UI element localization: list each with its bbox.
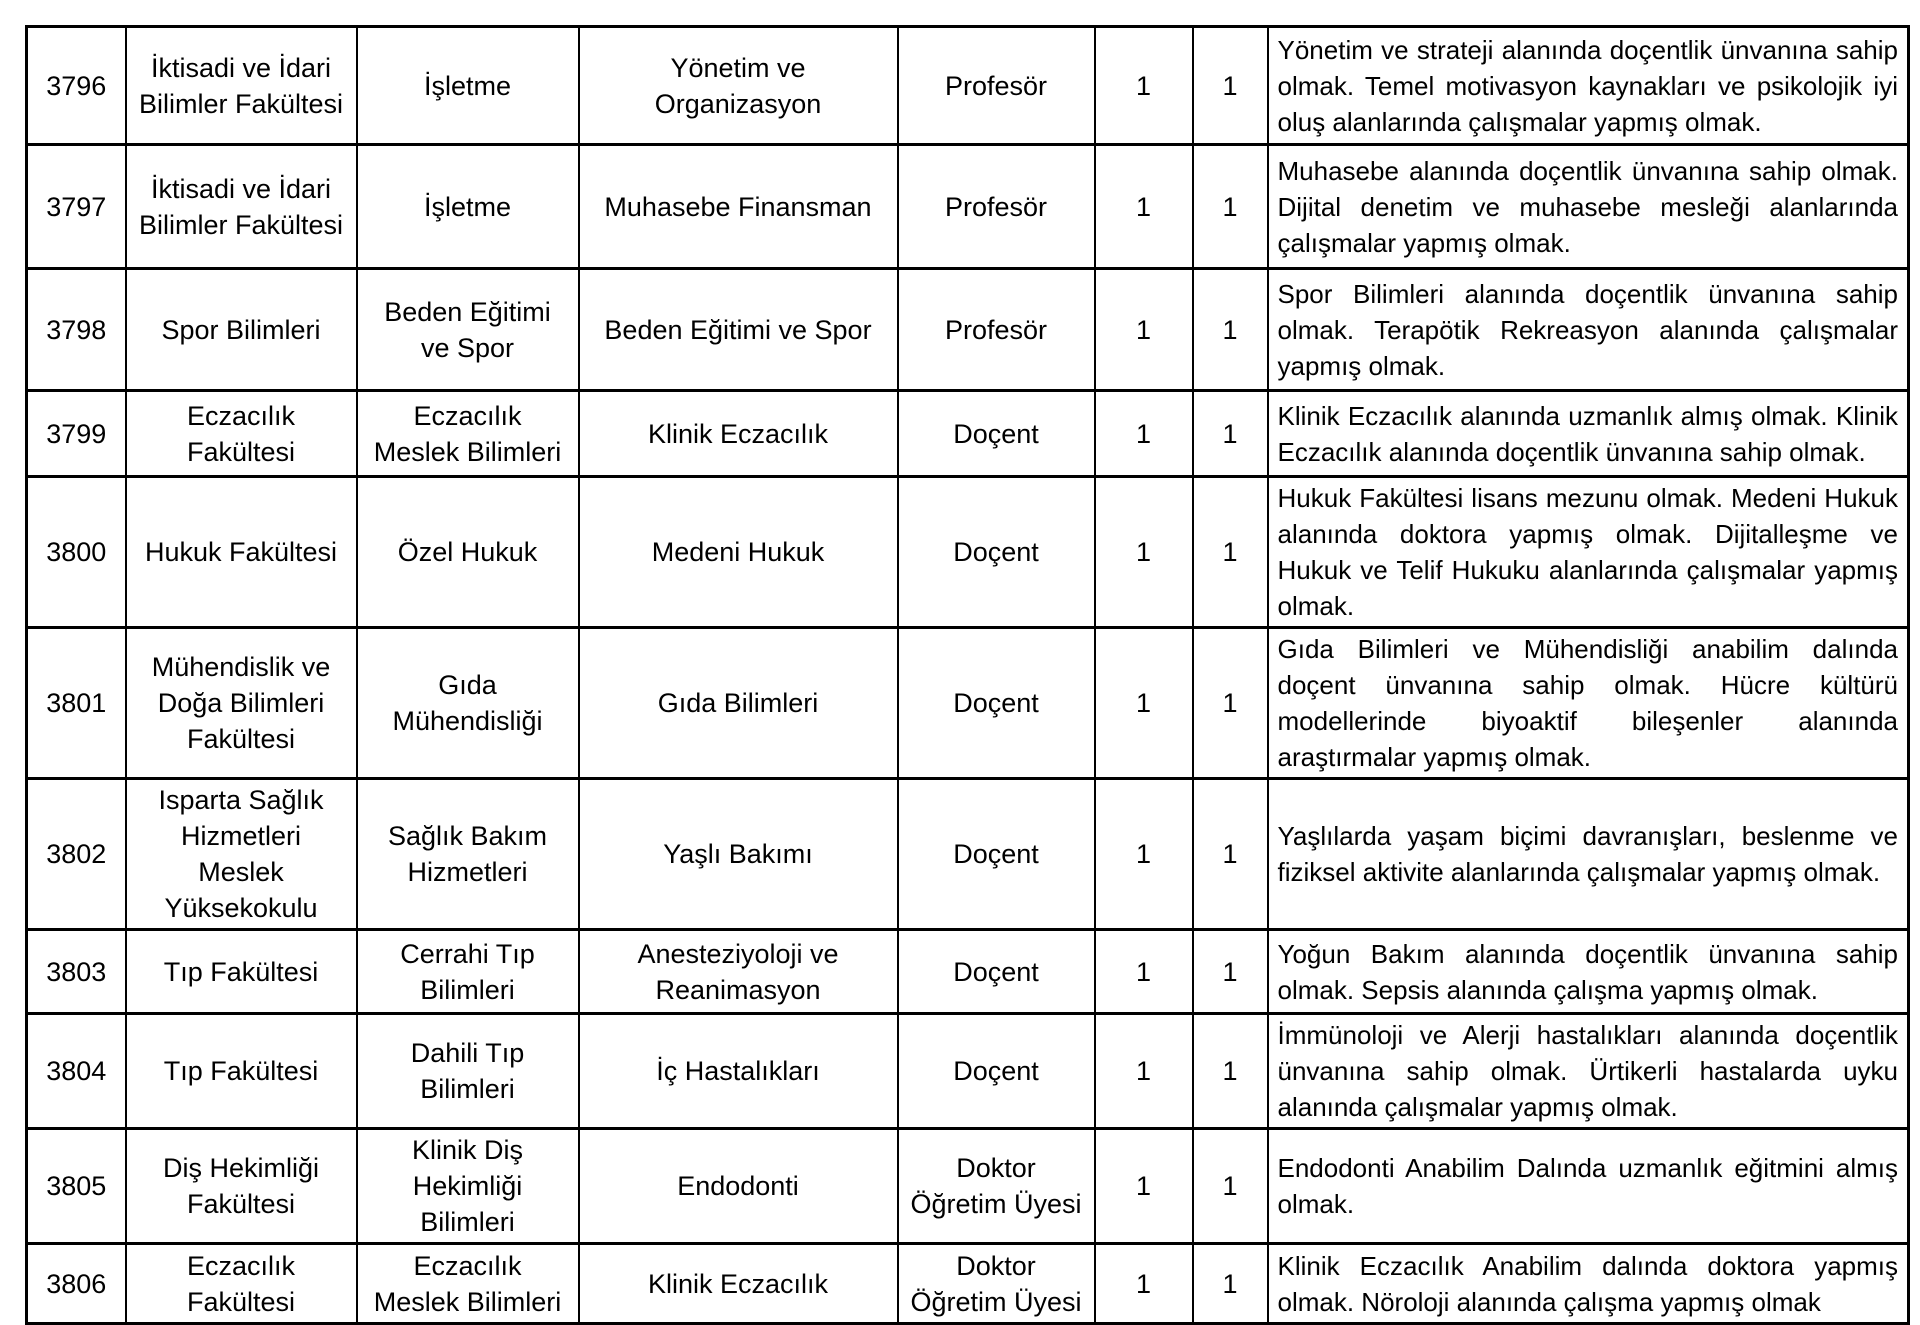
cell-program: Gıda Bilimleri [579, 628, 898, 779]
cell-count-1: 1 [1095, 269, 1193, 391]
cell-requirements: Klinik Eczacılık Anabilim dalında doktora yapmış olmak. Nöroloji alanında çalışma yapmış olmak [1268, 1244, 1909, 1324]
cell-department: Beden Eğitimi ve Spor [357, 269, 579, 391]
cell-program: Yönetim ve Organizasyon [579, 27, 898, 145]
cell-academic-title: Doçent [898, 477, 1095, 628]
cell-requirements: Endodonti Anabilim Dalında uzmanlık eğitmini almış olmak. [1268, 1129, 1909, 1244]
table-row [27, 779, 1909, 930]
cell-faculty: Mühendislik ve Doğa Bilimleri Fakültesi [126, 628, 357, 779]
cell-department: Dahili Tıp Bilimleri [357, 1014, 579, 1129]
cell-department: Cerrahi Tıp Bilimleri [357, 930, 579, 1014]
cell-position-id: 3806 [27, 1244, 126, 1324]
cell-position-id: 3805 [27, 1129, 126, 1244]
cell-count-2: 1 [1193, 930, 1268, 1014]
cell-department: Gıda Mühendisliği [357, 628, 579, 779]
cell-requirements: Spor Bilimleri alanında doçentlik ünvanına sahip olmak. Terapötik Rekreasyon alanında çalışmalar yapmış olmak. [1268, 269, 1909, 391]
cell-department: Eczacılık Meslek Bilimleri [357, 391, 579, 477]
table-row [27, 27, 1909, 145]
cell-count-1: 1 [1095, 27, 1193, 145]
cell-academic-title: Doçent [898, 779, 1095, 930]
cell-academic-title: Doçent [898, 628, 1095, 779]
cell-count-1: 1 [1095, 145, 1193, 269]
cell-faculty: Tıp Fakültesi [126, 930, 357, 1014]
cell-academic-title: Doçent [898, 930, 1095, 1014]
cell-program: Muhasebe Finansman [579, 145, 898, 269]
positions-table [25, 25, 1910, 1325]
cell-count-2: 1 [1193, 779, 1268, 930]
cell-faculty: İktisadi ve İdari Bilimler Fakültesi [126, 145, 357, 269]
cell-program: İç Hastalıkları [579, 1014, 898, 1129]
cell-faculty: Eczacılık Fakültesi [126, 391, 357, 477]
cell-count-2: 1 [1193, 269, 1268, 391]
cell-count-1: 1 [1095, 1014, 1193, 1129]
cell-program: Beden Eğitimi ve Spor [579, 269, 898, 391]
table-row [27, 145, 1909, 269]
cell-count-1: 1 [1095, 628, 1193, 779]
cell-requirements: Yaşlılarda yaşam biçimi davranışları, beslenme ve fiziksel aktivite alanlarında çalışmalar yapmış olmak. [1268, 779, 1909, 930]
table-row [27, 628, 1909, 779]
cell-program: Yaşlı Bakımı [579, 779, 898, 930]
cell-count-1: 1 [1095, 477, 1193, 628]
cell-count-2: 1 [1193, 145, 1268, 269]
cell-requirements: Hukuk Fakültesi lisans mezunu olmak. Medeni Hukuk alanında doktora yapmış olmak. Dijitalleşme ve Hukuk ve Telif Hukuku alanlarında çalışmalar yapmış olmak. [1268, 477, 1909, 628]
cell-count-2: 1 [1193, 391, 1268, 477]
cell-academic-title: Profesör [898, 269, 1095, 391]
cell-count-1: 1 [1095, 779, 1193, 930]
cell-position-id: 3804 [27, 1014, 126, 1129]
cell-program: Medeni Hukuk [579, 477, 898, 628]
cell-position-id: 3801 [27, 628, 126, 779]
cell-count-2: 1 [1193, 27, 1268, 145]
table-row [27, 1244, 1909, 1324]
cell-count-1: 1 [1095, 930, 1193, 1014]
table-row [27, 269, 1909, 391]
table-row [27, 1129, 1909, 1244]
cell-position-id: 3803 [27, 930, 126, 1014]
cell-department: İşletme [357, 145, 579, 269]
cell-requirements: Muhasebe alanında doçentlik ünvanına sahip olmak. Dijital denetim ve muhasebe mesleği alanlarında çalışmalar yapmış olmak. [1268, 145, 1909, 269]
cell-academic-title: Doktor Öğretim Üyesi [898, 1244, 1095, 1324]
table-row [27, 1014, 1909, 1129]
cell-department: Sağlık Bakım Hizmetleri [357, 779, 579, 930]
cell-requirements: Klinik Eczacılık alanında uzmanlık almış olmak. Klinik Eczacılık alanında doçentlik ünvanına sahip olmak. [1268, 391, 1909, 477]
cell-program: Klinik Eczacılık [579, 1244, 898, 1324]
cell-position-id: 3800 [27, 477, 126, 628]
cell-faculty: Diş Hekimliği Fakültesi [126, 1129, 357, 1244]
cell-count-2: 1 [1193, 477, 1268, 628]
cell-academic-title: Doçent [898, 1014, 1095, 1129]
cell-faculty: Eczacılık Fakültesi [126, 1244, 357, 1324]
cell-position-id: 3802 [27, 779, 126, 930]
table-row [27, 477, 1909, 628]
table-row [27, 930, 1909, 1014]
cell-count-2: 1 [1193, 1129, 1268, 1244]
cell-academic-title: Doçent [898, 391, 1095, 477]
cell-department: Özel Hukuk [357, 477, 579, 628]
cell-count-1: 1 [1095, 391, 1193, 477]
cell-count-1: 1 [1095, 1129, 1193, 1244]
cell-requirements: İmmünoloji ve Alerji hastalıkları alanında doçentlik ünvanına sahip olmak. Ürtikerli hastalarda uyku alanında çalışmalar yapmış olmak. [1268, 1014, 1909, 1129]
cell-position-id: 3799 [27, 391, 126, 477]
cell-faculty: Tıp Fakültesi [126, 1014, 357, 1129]
cell-department: İşletme [357, 27, 579, 145]
cell-count-2: 1 [1193, 628, 1268, 779]
cell-academic-title: Profesör [898, 145, 1095, 269]
cell-program: Endodonti [579, 1129, 898, 1244]
table-body [27, 27, 1909, 1324]
cell-position-id: 3798 [27, 269, 126, 391]
cell-requirements: Gıda Bilimleri ve Mühendisliği anabilim dalında doçent ünvanına sahip olmak. Hücre kültürü modellerinde biyoaktif bileşenler alanında araştırmalar yapmış olmak. [1268, 628, 1909, 779]
cell-faculty: Hukuk Fakültesi [126, 477, 357, 628]
cell-department: Klinik Diş Hekimliği Bilimleri [357, 1129, 579, 1244]
cell-faculty: İktisadi ve İdari Bilimler Fakültesi [126, 27, 357, 145]
cell-department: Eczacılık Meslek Bilimleri [357, 1244, 579, 1324]
cell-count-2: 1 [1193, 1244, 1268, 1324]
cell-requirements: Yoğun Bakım alanında doçentlik ünvanına sahip olmak. Sepsis alanında çalışma yapmış olmak. [1268, 930, 1909, 1014]
cell-requirements: Yönetim ve strateji alanında doçentlik ünvanına sahip olmak. Temel motivasyon kaynakları ve psikolojik iyi oluş alanlarında çalışmalar yapmış olmak. [1268, 27, 1909, 145]
cell-count-2: 1 [1193, 1014, 1268, 1129]
cell-count-1: 1 [1095, 1244, 1193, 1324]
cell-academic-title: Doktor Öğretim Üyesi [898, 1129, 1095, 1244]
cell-position-id: 3797 [27, 145, 126, 269]
cell-academic-title: Profesör [898, 27, 1095, 145]
cell-program: Klinik Eczacılık [579, 391, 898, 477]
table-row [27, 391, 1909, 477]
cell-faculty: Isparta Sağlık Hizmetleri Meslek Yüksekokulu [126, 779, 357, 930]
cell-faculty: Spor Bilimleri [126, 269, 357, 391]
cell-position-id: 3796 [27, 27, 126, 145]
cell-program: Anesteziyoloji ve Reanimasyon [579, 930, 898, 1014]
